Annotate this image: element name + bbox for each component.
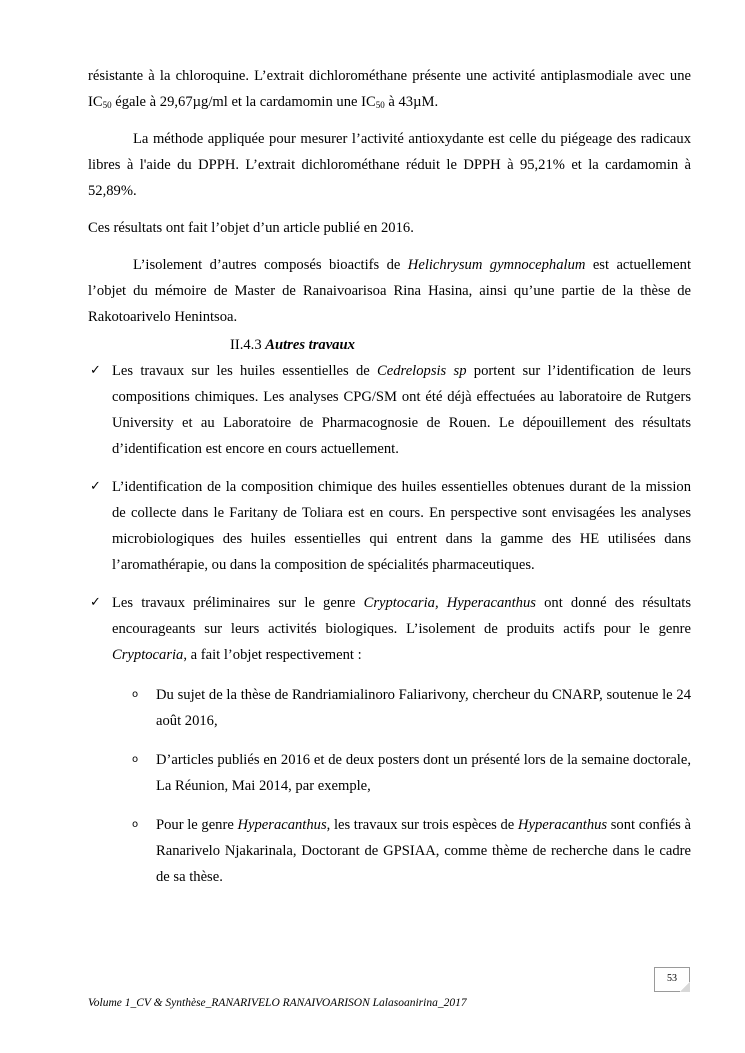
sub-list-item — [88, 812, 691, 890]
circle-bullet-icon: o — [132, 754, 139, 765]
section-number: II.4.3 — [230, 337, 262, 353]
sub-list-text: Du sujet de la thèse de Randriamialinoro Faliarivony, chercheur du CNARP, soutenue le 24 août 2016, — [156, 687, 691, 729]
section-title: Autres travaux — [265, 337, 355, 353]
checklist-text — [112, 358, 691, 462]
text-run: portent sur l’identification de leurs compositions chimiques. Les analyses CPG/SM ont été déjà effectuées au laboratoire de Rutgers University et au Laboratoire de Pharmacognosie de Rouen. Le dépouillement des résultats d’identification est encore en cours actuellement. — [112, 363, 692, 457]
text-run: Pour le genre — [156, 817, 238, 833]
species-name: Cryptocaria — [112, 647, 184, 663]
text-run: est actuellement l’objet du mémoire de Master de Ranaivoarisoa Rina Hasina, ainsi qu’une partie de la thèse de Rakotoarivelo Henintsoa. — [88, 257, 691, 325]
checklist-item — [88, 358, 691, 462]
paragraph-antiplasmodial — [88, 63, 691, 115]
text-run: égale à 29,67µg/ml et la cardamomin une IC — [111, 94, 376, 110]
subscript: 50 — [375, 100, 385, 110]
text-run: Les travaux sur les huiles essentielles de — [112, 363, 378, 379]
species-name: Hyperacanthus — [237, 817, 327, 833]
species-name: Hyperacanthus — [517, 817, 608, 833]
text-run: résistante à la chloroquine. L’extrait dichlorométhane présente une activité antiplasmodiale avec une IC — [88, 68, 691, 110]
page-number-box — [654, 967, 690, 992]
sub-list-text — [156, 812, 691, 890]
text-run: , les travaux sur trois espèces de — [326, 817, 518, 833]
page-footer: Volume 1_CV & Synthèse_RANARIVELO RANAIVOARISON Lalasoanirina_2017 — [88, 997, 467, 1009]
paragraph-antioxidant: La méthode appliquée pour mesurer l’activité antioxydante est celle du piégeage des radicaux libres à l'aide du DPPH. L’extrait dichlorométhane réduit le DPPH à 95,21% et la cardamomin à 52,89%. — [88, 131, 691, 199]
sub-list-text: D’articles publiés en 2016 et de deux posters dont un présenté lors de la semaine doctorale, La Réunion, Mai 2014, par exemple, — [156, 752, 691, 794]
species-name: Helichrysum gymnocephalum — [407, 257, 586, 273]
circle-bullet-icon: o — [132, 819, 139, 830]
checkmark-icon: ✓ — [90, 363, 101, 378]
page-curl-icon — [680, 982, 690, 992]
paragraph-publication: Ces résultats ont fait l’objet d’un article publié en 2016. — [88, 220, 414, 236]
text-run: ont donné des résultats encourageants sur leurs activités biologiques. L’isolement de produits actifs pour le genre — [112, 595, 692, 637]
circle-bullet-icon: o — [132, 689, 139, 700]
section-heading — [230, 332, 691, 358]
checklist-item — [88, 590, 691, 668]
checklist-text — [112, 590, 691, 668]
text-run: à 43µM. — [384, 94, 439, 110]
species-name: Cryptocaria, Hyperacanthus — [363, 595, 536, 611]
page-body — [88, 63, 691, 903]
checklist-item — [88, 474, 691, 578]
text-run: L’isolement d’autres composés bioactifs de — [133, 257, 408, 273]
text-run: sont confiés à Ranarivelo Njakarinala, Doctorant de GPSIAA, comme thème de recherche dans le cadre de sa thèse. — [156, 817, 691, 885]
paragraph-isolation — [88, 252, 691, 330]
page-number: 53 — [667, 973, 677, 984]
checklist-text: L’identification de la composition chimique des huiles essentielles obtenues durant de la mission de collecte dans le Faritany de Toliara est en cours. En perspective sont envisagées les analyses microbiologiques des huiles essentielles qui entrent dans la gamme des HE utilisées dans l’aromathérapie, ou dans la composition de spécialités pharmaceutiques. — [112, 479, 691, 573]
sub-list-item — [88, 682, 691, 734]
checkmark-icon: ✓ — [90, 595, 101, 610]
subscript: 50 — [102, 100, 112, 110]
text-run: , a fait l’objet respectivement : — [183, 647, 362, 663]
sub-list-item — [88, 747, 691, 799]
text-run: Les travaux préliminaires sur le genre — [112, 595, 364, 611]
species-name: Cedrelopsis sp — [377, 363, 467, 379]
checkmark-icon: ✓ — [90, 479, 101, 494]
